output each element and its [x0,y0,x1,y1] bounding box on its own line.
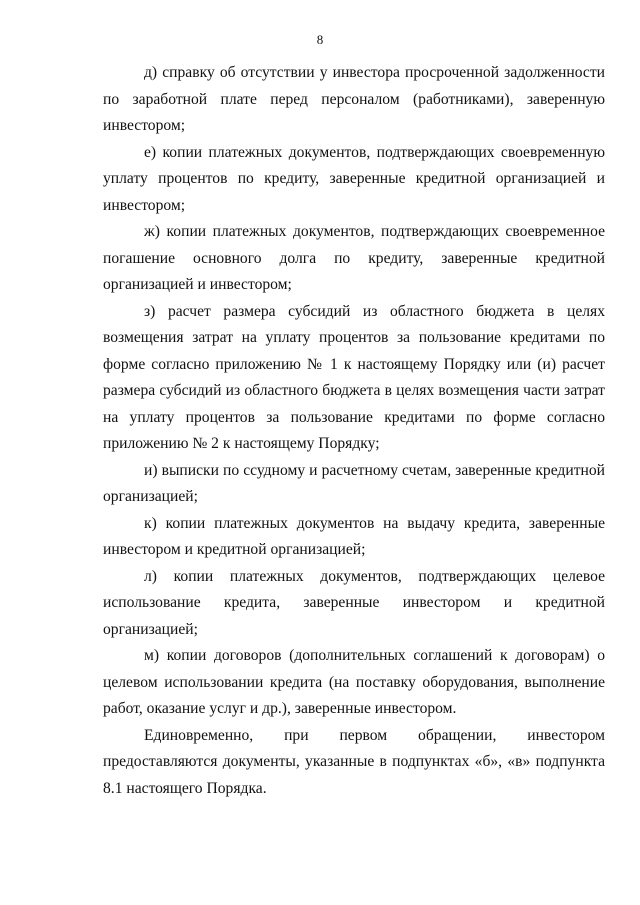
paragraph-m: м) копии договоров (дополнительных соглашений к договорам) о целевом использовании кредита (на поставку оборудования, выполнение работ, оказание услуг и др.), заверенные инвестором. [103,647,605,717]
paragraph-zh: ж) копии платежных документов, подтверждающих своевременное погашение основного долга по кредиту, заверенные кредитной организацией и инвестором; [103,223,605,293]
page-number: 8 [316,32,324,47]
document-body [103,60,605,802]
paragraph-i: и) выписки по ссудному и расчетному счетам, заверенные кредитной организацией; [103,461,605,505]
paragraph-l: л) копии платежных документов, подтверждающих целевое использование кредита, заверенные инвестором и кредитной организацией; [103,567,605,638]
paragraph-z: з) расчет размера субсидий из областного бюджета в целях возмещения затрат на уплату процентов за пользование кредитами по форме согласно приложению № 1 к настоящему Порядку или (и) расчет размера субсидий из областного бюджета в целях возмещения части затрат на уплату процентов за пользование кредитами по форме согласно приложению № 2 к настоящему Порядку; [103,302,605,452]
paragraph-d: д) справку об отсутствии у инвестора просроченной задолженности по заработной плате перед персоналом (работниками), заверенную инвестором; [103,64,605,134]
paragraph-final: Единовременно, при первом обращении, инвестором предоставляются документы, указанные в подпунктах «б», «в» подпункта 8.1 настоящего Порядка. [103,726,605,797]
paragraph-k: к) копии платежных документов на выдачу кредита, заверенные инвестором и кредитной организацией; [103,514,605,558]
paragraph-e: е) копии платежных документов, подтверждающих своевременную уплату процентов по кредиту, заверенные кредитной организацией и инвестором; [103,143,605,214]
